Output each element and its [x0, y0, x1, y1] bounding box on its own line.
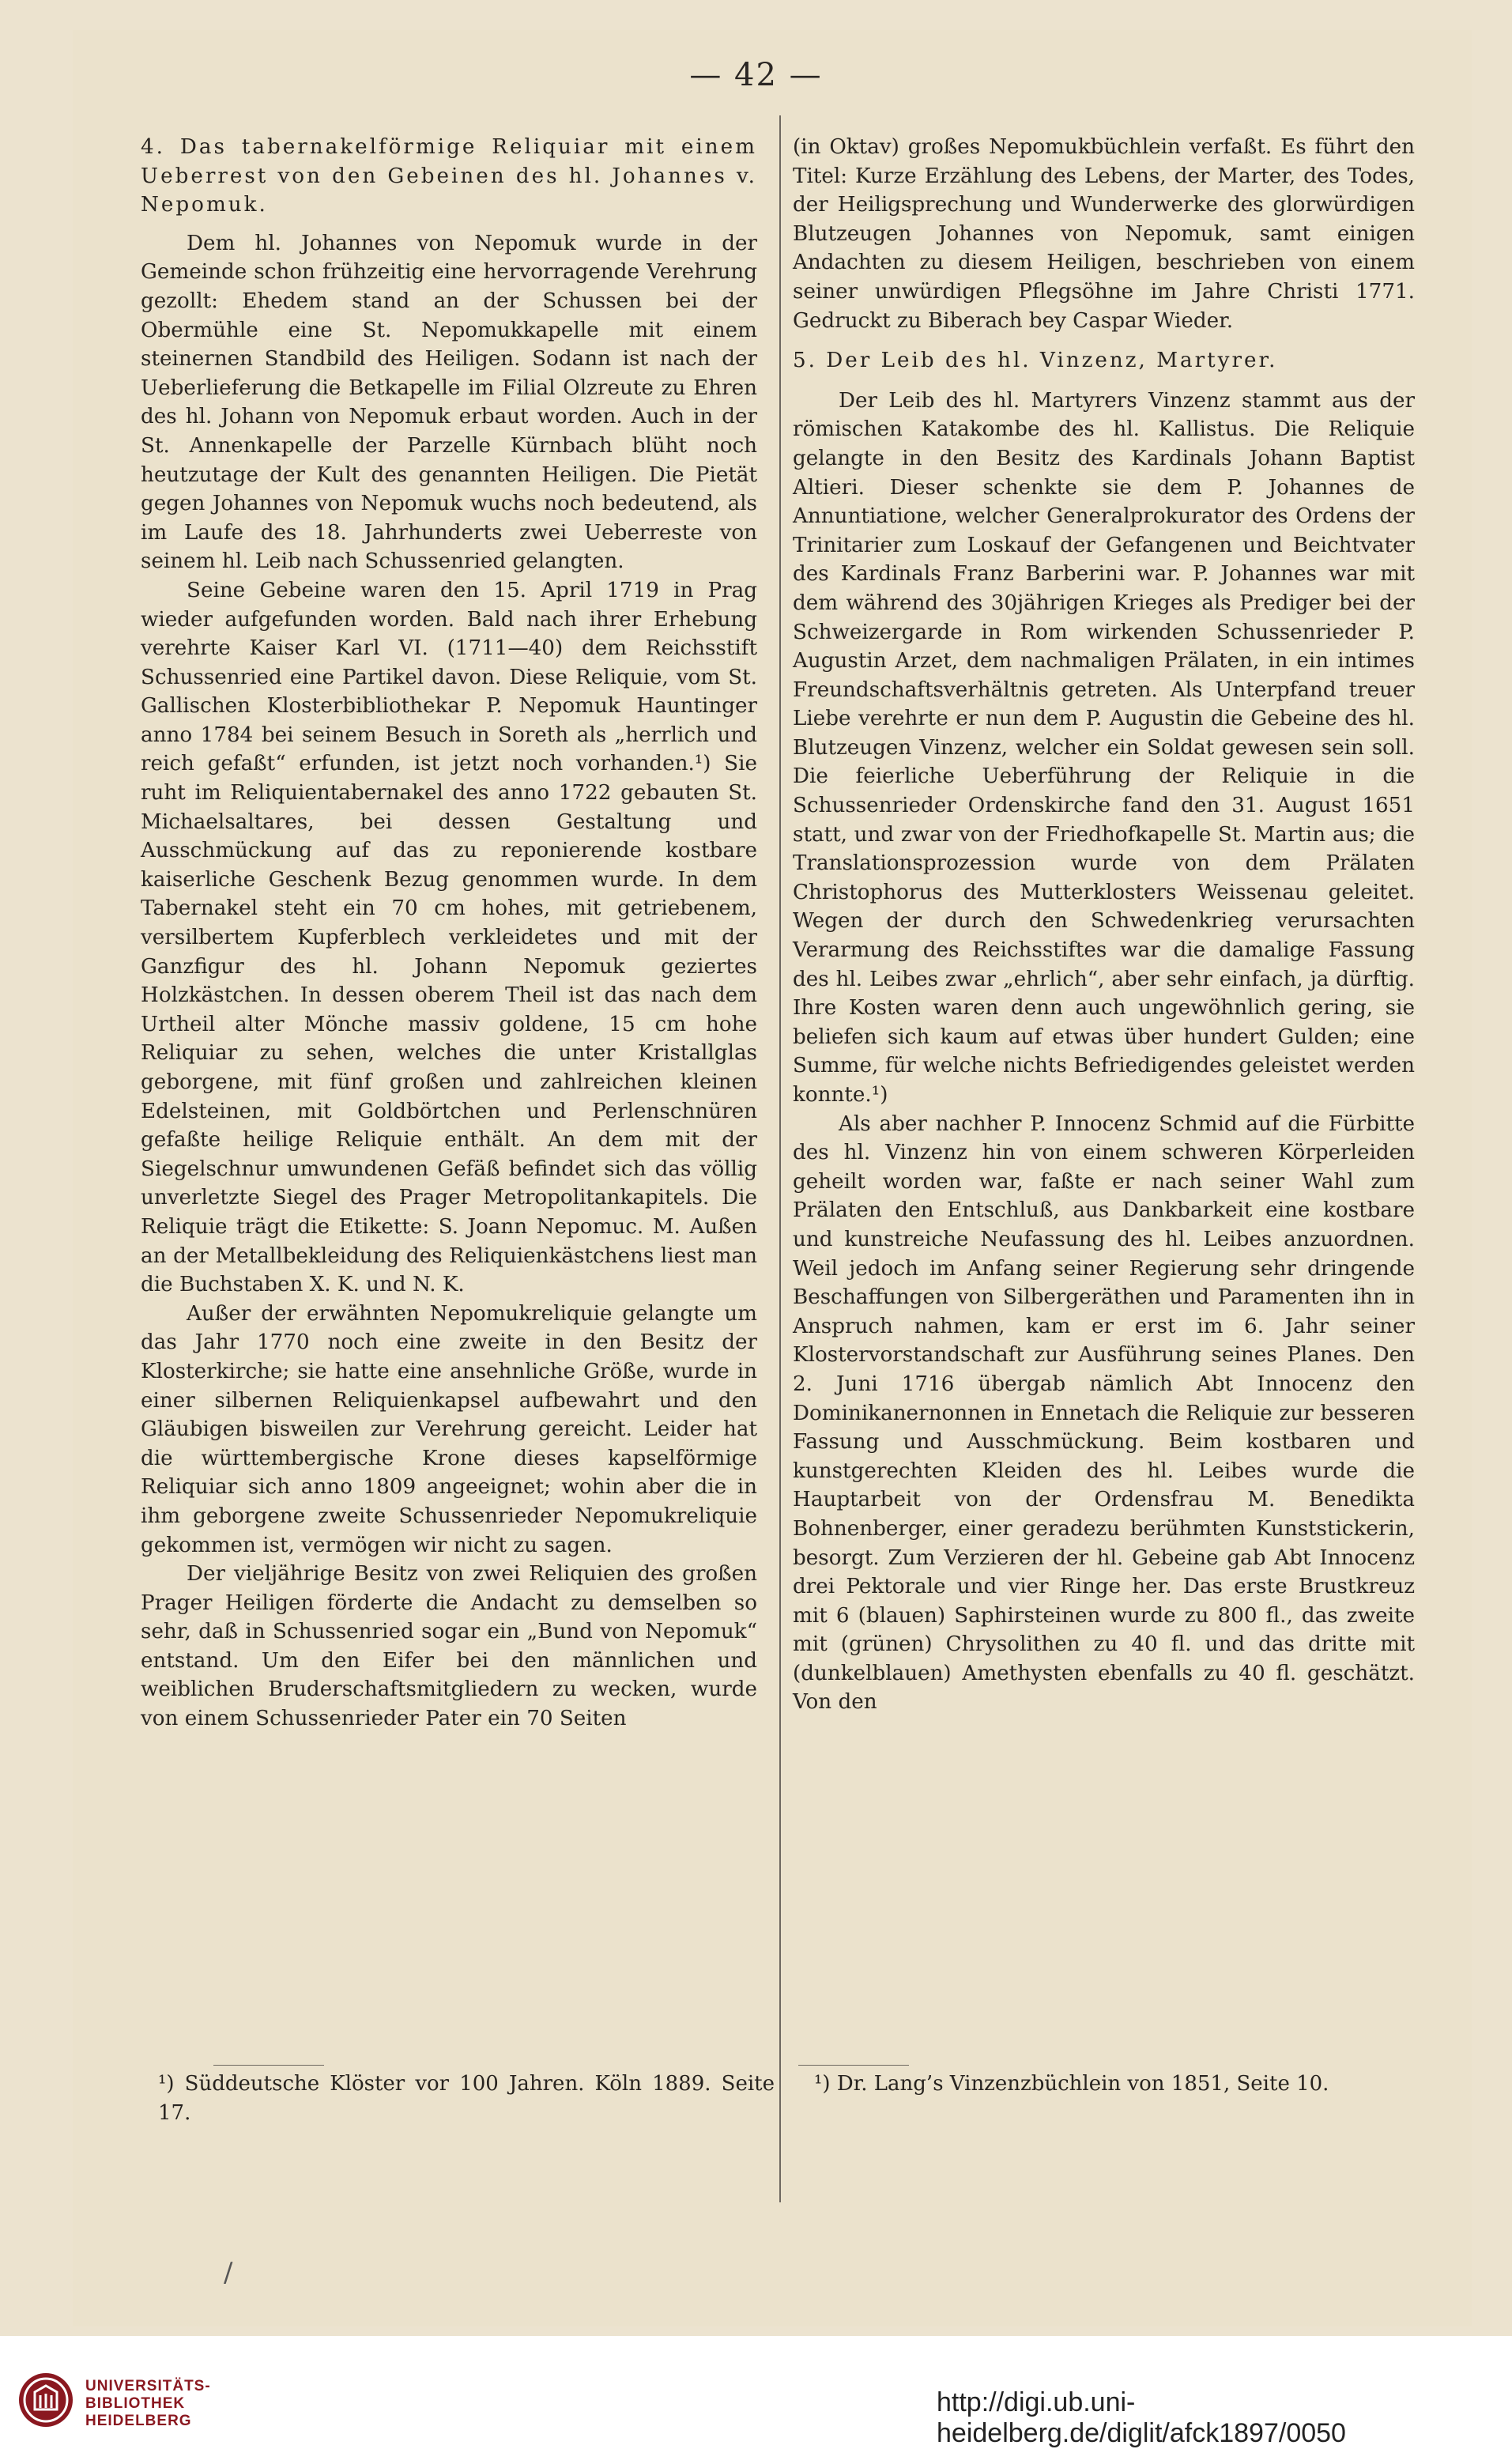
section-heading-5: 5. Der Leib des hl. Vinzenz, Martyrer.	[793, 349, 1278, 373]
university-library-logo-icon	[17, 2372, 74, 2428]
library-name-line: HEIDELBERG	[85, 2413, 192, 2429]
column-divider	[779, 115, 781, 2202]
paragraph: Der Leib des hl. Martyrers Vinzenz stammt aus der römischen Katakombe des hl. Kallistus. Die Reliquie gelangte in den Besitz des Kardinals Johann Baptist Altieri. Dieser schenkte sie dem P. Johannes de Annuntiatione, welcher Generalprokurator des Ordens der Trinitarier zum Loskauf der Gefangenen und Beichtvater des Kardinals Franz Barberini war. P. Johannes war mit dem während des 30jährigen Krieges als Prediger bei der Schweizergarde in Rom wirkenden Schussenrieder P. Augustin Arzet, dem nachmaligen Prälaten, in ein intimes Freundschaftsverhältnis getreten. Als Unterpfand treuer Liebe verehrte er nun dem P. Augustin die Gebeine des hl. Blutzeugen Vinzenz, welcher ein Soldat gewesen sein soll. Die feierliche Ueberführung der Reliquie in die Schussenrieder Ordenskirche fand den 31. August 1651 statt, und zwar von der Friedhofkapelle St. Martin aus; die Translationsprozession wurde von dem Prälaten Christophorus des Mutterklosters Weissenau geleitet. Wegen der durch den Schwedenkrieg verursachten Verarmung des Reichsstiftes war die damalige Fassung des hl. Leibes zwar „ehrlich“, aber sehr einfach, ja dürftig. Ihre Kosten waren denn auch ungewöhnlich gering, sie beliefen sich kaum auf etwas über hundert Gulden; eine Summe, für welche nichts Befriedigendes geleistet werden konnte.¹)	[793, 388, 1415, 1107]
paragraph: Außer der erwähnten Nepomukreliquie gelangte um das Jahr 1770 noch eine zweite in den Besitz der Klosterkirche; sie hatte eine ansehnliche Größe, wurde in einer silbernen Reliquienkapsel aufbewahrt und den Gläubigen bisweilen zur Verehrung gereicht. Leider hat die württembergische Krone dieses kapselförmige Reliquiar sich anno 1809 angeeignet; wohin aber die in ihm geborgene zweite Schussenrieder Nepomukreliquie gekommen ist, vermögen wir nicht zu sagen.	[141, 1301, 757, 1557]
paragraph-continued: (in Oktav) großes Nepomukbüchlein verfaßt. Es führt den Titel: Kurze Erzählung des Lebens, der Marter, des Todes, der Heiligsprechung und Wunderwerke des glorwürdigen Blutzeugen Johannes von Nepomuk, samt einigen Andachten zu diesem Heiligen, beschrieben von einem seiner unwürdigen Pflegsöhne im Jahre Christi 1771. Gedruckt zu Biberach bey Caspar Wieder.	[793, 135, 1415, 333]
library-name-line: UNIVERSITÄTS-	[85, 2378, 211, 2394]
library-name-line: BIBLIOTHEK	[85, 2395, 186, 2412]
footnote-left: ¹) Süddeutsche Klöster vor 100 Jahren. Köln 1889. Seite 17.	[158, 2072, 775, 2125]
library-name	[85, 2378, 211, 2430]
left-column	[141, 133, 757, 1734]
paragraph: Seine Gebeine waren den 15. April 1719 in Prag wieder aufgefunden worden. Bald nach ihrer Erhebung verehrte Kaiser Karl VI. (1711—40) dem Reichsstift Schussenried eine Partikel davon. Diese Reliquie, vom St. Gallischen Klosterbibliothekar P. Nepomuk Hauntinger anno 1784 bei seinem Besuch in Soreth als „herrlich und reich gefaßt“ erfunden, ist jetzt noch vorhanden.¹) Sie ruht im Reliquientabernakel des anno 1722 gebauten St. Michaelsaltares, bei dessen Gestaltung und Ausschmückung auf das zu reponierende kostbare kaiserliche Geschenk Bezug genommen wurde. In dem Tabernakel steht ein 70 cm hohes, mit getriebenem, versilbertem Kupferblech verkleidetes und mit der Ganzfigur des hl. Johann Nepomuk geziertes Holzkästchen. In dessen oberem Theil ist das nach dem Urtheil alter Mönche massiv goldene, 15 cm hohe Reliquiar zu sehen, welches die unter Kristallglas geborgene, mit fünf großen und zahlreichen kleinen Edelsteinen, mit Goldbörtchen und Perlenschnüren gefaßte heilige Reliquie enthält. An dem mit der Siegelschnur umwundenen Gefäß befindet sich das völlig unverletzte Siegel des Prager Metropolitankapitels. Die Reliquie trägt die Etikette: S. Joann Nepomuc. M. Außen an der Metallbekleidung des Reliquienkästchens liest man die Buchstaben X. K. und N. K.	[141, 578, 757, 1297]
section-heading-4: 4. Das tabernakelförmige Reliquiar mit einem Ueberrest von den Gebeinen des hl. Johannes v. Nepomuk.	[141, 135, 757, 217]
pencil-mark: /	[224, 2257, 233, 2289]
footnote-right: ¹) Dr. Lang’s Vinzenzbüchlein von 1851, Seite 10.	[814, 2072, 1329, 2096]
right-column	[793, 133, 1415, 1717]
page-number: — 42 —	[689, 57, 823, 93]
paragraph: Dem hl. Johannes von Nepomuk wurde in der Gemeinde schon frühzeitig eine hervorragende Verehrung gezollt: Ehedem stand an der Schussen bei der Obermühle eine St. Nepomukkapelle mit einem steinernen Standbild des Heiligen. Sodann ist nach der Ueberlieferung die Betkapelle im Filial Olzreute zu Ehren des hl. Johann von Nepomuk erbaut worden. Auch in der St. Annenkapelle der Parzelle Kürnbach blüht noch heutzutage der Kult des genannten Heiligen. Die Pietät gegen Johannes von Nepomuk wuchs noch bedeutend, als im Laufe des 18. Jahrhunderts zwei Ueberreste von seinem hl. Leib nach Schussenried gelangten.	[141, 231, 757, 574]
paragraph: Als aber nachher P. Innocenz Schmid auf die Fürbitte des hl. Vinzenz hin von einem schweren Körperleiden geheilt worden war, faßte er nach seiner Wahl zum Prälaten den Entschluß, aus Dankbarkeit eine kostbare und kunstreiche Neufassung des hl. Leibes anzuordnen. Weil jedoch im Anfang seiner Regierung sehr dringende Beschaffungen von Silbergeräthen und Paramenten ihn in Anspruch nahmen, kam er erst im 6. Jahr seiner Klostervorstandschaft zur Ausführung seines Planes. Den 2. Juni 1716 übergab nämlich Abt Innocenz den Dominikanernonnen in Ennetach die Reliquie zur besseren Fassung und Ausschmückung. Beim kostbaren und kunstgerechten Kleiden des hl. Leibes wurde die Hauptarbeit von der Ordensfrau M. Benedikta Bohnenberger, einer geradezu berühmten Kunststickerin, besorgt. Zum Verzieren der hl. Gebeine gab Abt Innocenz drei Pektorale und vier Ringe her. Das erste Brustkreuz mit 6 (blauen) Saphirsteinen wurde zu 800 fl., das zweite mit (grünen) Chrysolithen zu 40 fl. und das dritte mit (dunkelblauen) Amethysten ebenfalls zu 40 fl. geschätzt. Von den	[793, 1111, 1415, 1715]
paragraph: Der vieljährige Besitz von zwei Reliquien des großen Prager Heiligen förderte die Andacht zu demselben so sehr, daß in Schussenried sogar ein „Bund von Nepomuk“ entstand. Um den Eifer bei den männlichen und weiblichen Bruderschaftsmitgliedern zu wecken, wurde von einem Schussenrieder Pater ein 70 Seiten	[141, 1562, 757, 1731]
source-url[interactable]: http://digi.ub.uni-heidelberg.de/diglit/afck1897/0050	[937, 2387, 1346, 2448]
footnote-rule-left	[213, 2065, 324, 2066]
footnote-rule-right	[798, 2065, 909, 2066]
